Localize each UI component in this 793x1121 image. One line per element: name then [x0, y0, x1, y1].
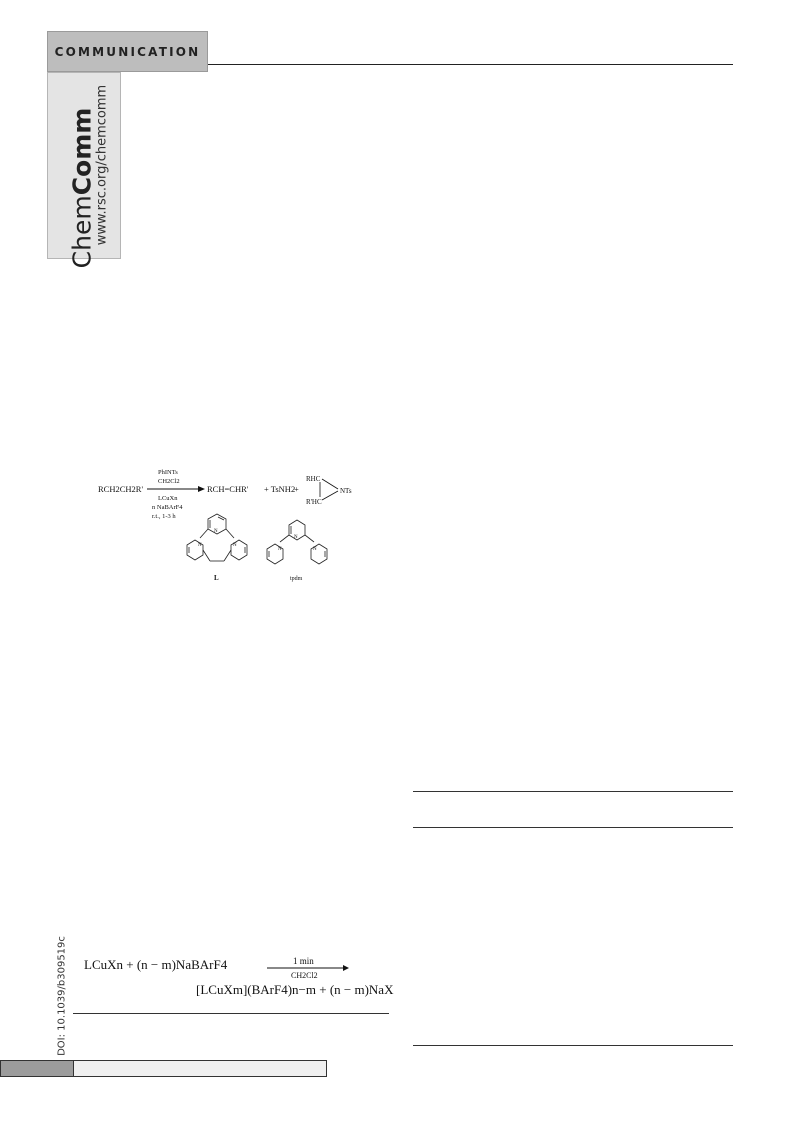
- header-rule: [208, 64, 733, 65]
- product-tsnh2: + TsNH2: [264, 484, 296, 494]
- equation-arrow: [265, 955, 350, 979]
- aziridine-top: RHC: [306, 475, 321, 483]
- reactant: RCH2CH2R': [98, 484, 143, 494]
- column-rule: [413, 1045, 733, 1046]
- journal-logo: [67, 107, 97, 269]
- atom-n: N: [294, 535, 298, 540]
- atom-n: N: [198, 543, 202, 548]
- footer-bar: [0, 1060, 327, 1077]
- aziridine-n: NTs: [340, 487, 352, 495]
- product-alkene: RCH=CHR': [207, 484, 249, 494]
- ligand-l-label: L: [214, 574, 219, 582]
- atom-n: N: [278, 547, 282, 552]
- aziridine-ring: [320, 479, 338, 500]
- logo-part-2: Comm: [67, 107, 97, 196]
- reaction-arrow-head: [198, 486, 205, 492]
- aziridine-bottom: R'HC: [306, 498, 322, 506]
- equation-rhs: [LCuXm](BArF4)n−m + (n − m)NaX: [196, 982, 394, 997]
- equation-lhs: LCuXn + (n − m)NaBArF4: [84, 957, 228, 972]
- logo-part-1: Chem: [67, 195, 97, 269]
- reagent-bottom-2: n NaBArF4: [152, 504, 183, 511]
- equation-rule: [73, 1013, 389, 1014]
- journal-url[interactable]: www.rsc.org/chemcomm: [94, 84, 110, 246]
- equation-arrow-head: [343, 965, 349, 971]
- section-label: COMMUNICATION: [47, 31, 208, 72]
- equation: [78, 955, 393, 1015]
- tpdm-ligand-structure: [267, 520, 327, 564]
- ligand-tpdm-label: tpdm: [290, 576, 303, 582]
- reagent-top-2: CH2Cl2: [158, 478, 180, 485]
- atom-n: N: [233, 543, 237, 548]
- reaction-scheme: [92, 462, 372, 592]
- macrocycle-ligand-structure: [187, 514, 247, 561]
- reagent-bottom-3: r.t., 1-3 h: [152, 513, 176, 520]
- plus-sign: +: [294, 484, 299, 494]
- equation-arrow-bottom: CH2Cl2: [291, 971, 318, 979]
- footer-bar-accent: [1, 1061, 74, 1076]
- reagent-bottom-1: LCuXn: [158, 495, 178, 502]
- reagent-top-1: PhINTs: [158, 469, 178, 476]
- column-rule: [413, 791, 733, 792]
- equation-arrow-top: 1 min: [293, 956, 314, 966]
- column-rule: [413, 827, 733, 828]
- atom-n: N: [214, 529, 218, 534]
- doi-label[interactable]: DOI: 10.1039/b309519c: [56, 936, 68, 1056]
- atom-n: N: [313, 547, 317, 552]
